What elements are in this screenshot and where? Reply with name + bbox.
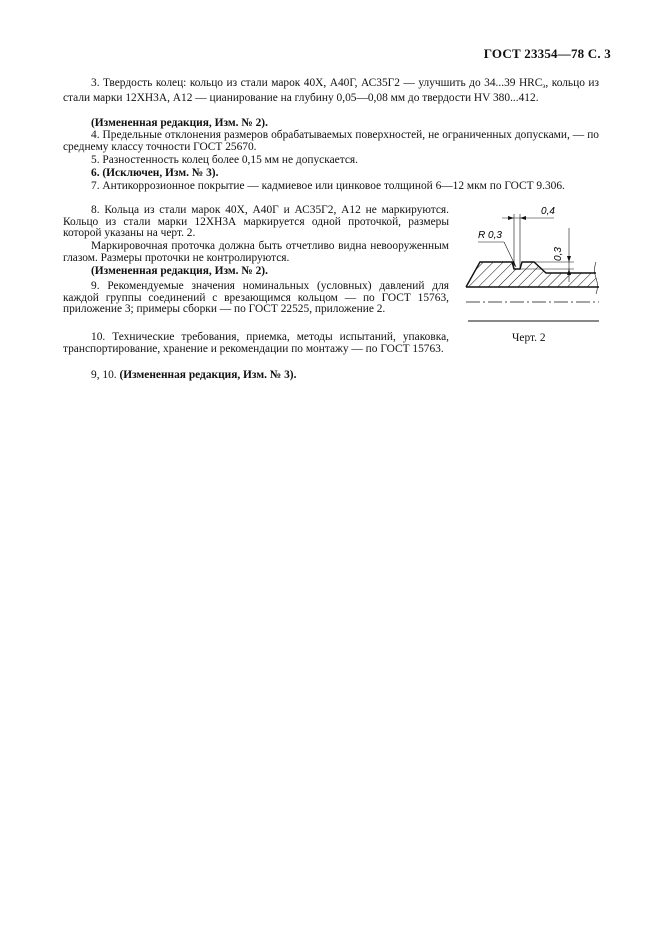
revision-note-3: (Измененная редакция, Изм. № 3).: [119, 369, 297, 381]
width-dimension: [502, 214, 554, 269]
dim-label-radius: R 0,3: [478, 230, 502, 241]
paragraph-10: 10. Технические требования, приемка, методы испытаний, упаковка, транспортирование, хранение и рекомендации по монтажу — по ГОСТ 15763.: [63, 331, 449, 355]
paragraph-9: 9. Рекомендуемые значения номинальных (условных) давлений для каждой группы соединений с врезающимся кольцом — по ГОСТ 15763, приложение 3; примеры сборки — по ГОСТ 22525, приложение 2.: [63, 280, 449, 316]
paragraph-9-10-revision: [63, 370, 449, 382]
ring-section: [466, 255, 601, 290]
hrc-subscript: э: [542, 82, 546, 90]
dim-label-depth: 0,3: [553, 247, 564, 261]
paragraph-7: 7. Антикоррозионное покрытие — кадмиевое или цинковое толщиной 6—12 мкм по ГОСТ 9.306.: [91, 180, 565, 192]
page-header: ГОСТ 23354—78 С. 3: [483, 46, 611, 61]
figure-caption: Черт. 2: [512, 332, 546, 344]
paragraph-6: 6. (Исключен, Изм. № 3).: [91, 167, 219, 179]
revision-note-2-b: (Измененная редакция, Изм. № 2).: [91, 265, 268, 277]
paragraph-9-10-number: 9, 10.: [91, 369, 120, 381]
revision-note-2-a: (Измененная редакция, Изм. № 2).: [91, 117, 268, 129]
paragraph-8: 8. Кольца из стали марок 40Х, А40Г и АС35Г2, А12 не маркируются. Кольцо из стали марки 12ХН3А маркируется одной проточкой, размеры которой указаны на черт. 2.: [63, 204, 449, 240]
paragraph-5: 5. Разностенность колец более 0,15 мм не допускается.: [91, 154, 358, 166]
paragraph-4: 4. Предельные отклонения размеров обрабатываемых поверхностей, не ограниченных допусками, — по среднему классу точности ГОСТ 25670.: [63, 129, 599, 153]
figure-2-drawing: [456, 200, 606, 330]
paragraph-3-main: 3. Твердость колец: кольцо из стали марок 40Х, А40Г, АС35Г2 — улучшить до 34...39 HRC: [91, 77, 543, 89]
dim-label-width: 0,4: [541, 206, 555, 217]
paragraph-3-rest: , кольцо из стали марки 12ХН3А, А12 — цианирование на глубину 0,05—0,08 мм до твердости HV 380...412.: [63, 77, 599, 104]
paragraph-3: [63, 78, 599, 104]
paragraph-8-continued: Маркировочная проточка должна быть отчетливо видна невооруженным глазом. Размеры проточки не контролируются.: [63, 240, 449, 264]
